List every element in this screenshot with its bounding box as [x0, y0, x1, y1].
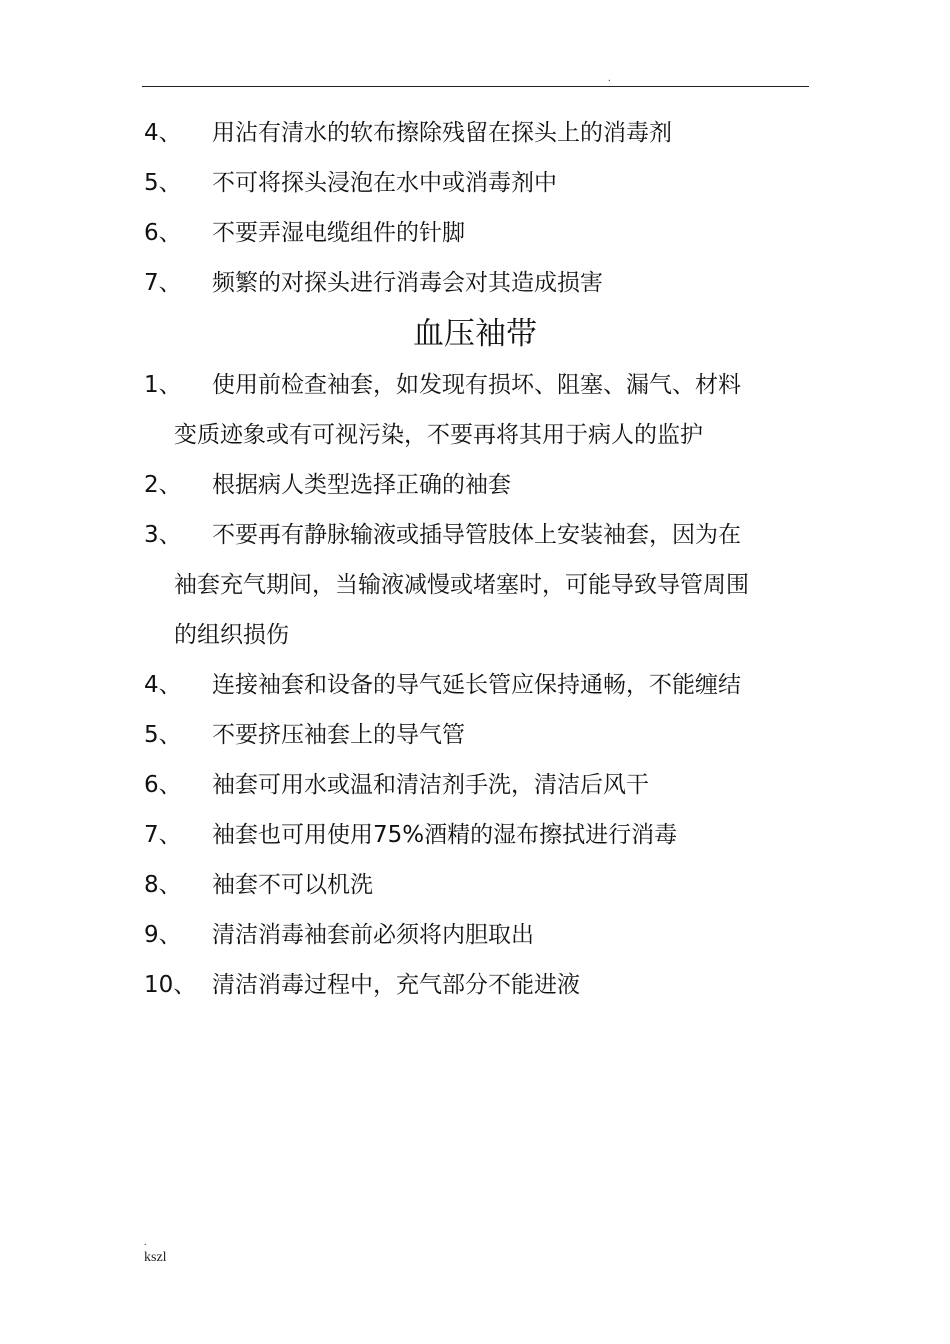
- list-item: [144, 910, 814, 960]
- list-item-text: 袖套不可以机洗: [212, 872, 373, 898]
- list-item-text: 清洁消毒过程中，充气部分不能进液: [212, 972, 580, 998]
- header-mark: .: [608, 73, 611, 84]
- list-item-text: 不要再有静脉输液或插导管肢体上安装袖套，因为在: [212, 522, 741, 548]
- list-item: [144, 108, 814, 158]
- document-body: [144, 108, 814, 1010]
- list-item-text: 用沾有清水的软布擦除残留在探头上的消毒剂: [212, 120, 672, 146]
- list-item-number: 10、: [144, 972, 197, 998]
- list-item-text: 袖套充气期间，当输液减慢或堵塞时，可能导致导管周围: [174, 572, 749, 598]
- list-item-number: 5、: [144, 170, 182, 196]
- list-item: [144, 510, 814, 660]
- list-item-number: 6、: [144, 772, 182, 798]
- list-item: [144, 710, 814, 760]
- list-item-text: 袖套也可用使用75%酒精的湿布擦拭进行消毒: [212, 822, 678, 848]
- footer-mark: .: [144, 1237, 147, 1248]
- list-item-text: 连接袖套和设备的导气延长管应保持通畅，不能缠结: [212, 672, 741, 698]
- list-item-number: 4、: [144, 120, 182, 146]
- list-item-text: 根据病人类型选择正确的袖套: [212, 472, 511, 498]
- list-item-number: 1、: [144, 372, 182, 398]
- list-item-text: 频繁的对探头进行消毒会对其造成损害: [212, 270, 603, 296]
- cuff-care-list: [144, 360, 814, 1010]
- list-item-number: 7、: [144, 822, 182, 848]
- list-item-text: 不可将探头浸泡在水中或消毒剂中: [212, 170, 557, 196]
- list-item-text: 不要挤压袖套上的导气管: [212, 722, 465, 748]
- section-title: 血压袖带: [413, 316, 537, 352]
- list-item: [144, 258, 814, 308]
- list-item-number: 5、: [144, 722, 182, 748]
- list-item: [144, 360, 814, 460]
- header-rule: [142, 86, 809, 87]
- list-item-number: 2、: [144, 472, 182, 498]
- list-item-number: 4、: [144, 672, 182, 698]
- list-item: [144, 860, 814, 910]
- list-item-text: 不要弄湿电缆组件的针脚: [212, 220, 465, 246]
- list-item-text: 的组织损伤: [174, 622, 289, 648]
- list-item: [144, 810, 814, 860]
- list-item: [144, 760, 814, 810]
- list-item-number: 8、: [144, 872, 182, 898]
- list-item: [144, 960, 814, 1010]
- list-item-text: 清洁消毒袖套前必须将内胆取出: [212, 922, 534, 948]
- list-item: [144, 660, 814, 710]
- list-item-text: 变质迹象或有可视污染，不要再将其用于病人的监护: [174, 422, 703, 448]
- list-item: [144, 208, 814, 258]
- probe-care-list: [144, 108, 814, 308]
- list-item-number: 6、: [144, 220, 182, 246]
- list-item-text: 袖套可用水或温和清洁剂手洗，清洁后风干: [212, 772, 649, 798]
- list-item-number: 3、: [144, 522, 182, 548]
- list-item-number: 7、: [144, 270, 182, 296]
- list-item-number: 9、: [144, 922, 182, 948]
- list-item-text: 使用前检查袖套，如发现有损坏、阻塞、漏气、材料: [212, 372, 741, 398]
- list-item: [144, 158, 814, 208]
- footer-text: kszl: [144, 1250, 167, 1265]
- list-item: [144, 460, 814, 510]
